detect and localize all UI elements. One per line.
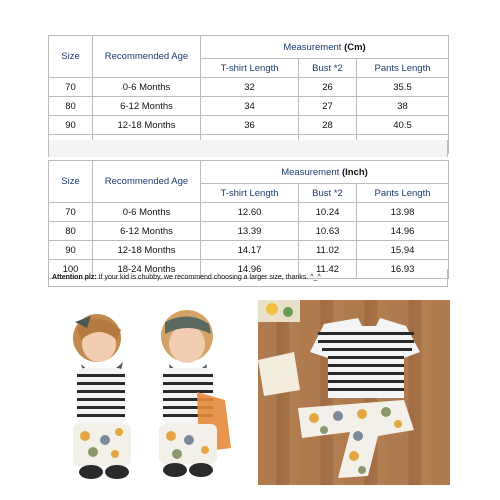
size-cell: 80 — [49, 97, 93, 116]
bust-cell: 27 — [299, 97, 357, 116]
kids-illustration — [47, 300, 238, 482]
kids-wearing-outfit-photo — [47, 300, 238, 482]
attention-note — [48, 269, 448, 287]
flatlay-illustration — [258, 300, 450, 485]
table-row — [49, 116, 449, 135]
bust-cell: 11.42 — [299, 260, 357, 279]
size-cell: 70 — [49, 78, 93, 97]
pants-cell: 14.96 — [357, 222, 449, 241]
pants-cell: 13.98 — [357, 203, 449, 222]
cm-size-table — [48, 35, 449, 154]
tshirt-cell: 14.17 — [201, 241, 299, 260]
tshirt-cell: 13.39 — [201, 222, 299, 241]
tshirt-cell: 32 — [201, 78, 299, 97]
pants-cell: 15.94 — [357, 241, 449, 260]
age-header: Recommended Age — [93, 161, 201, 203]
tshirt-cell: 14.96 — [201, 260, 299, 279]
tshirt-length-header: T-shirt Length — [201, 184, 299, 203]
size-header: Size — [49, 161, 93, 203]
age-header: Recommended Age — [93, 36, 201, 78]
bust-cell: 11.02 — [299, 241, 357, 260]
tshirt-cell: 36 — [201, 116, 299, 135]
size-cell: 90 — [49, 241, 93, 260]
bust-cell: 28 — [299, 116, 357, 135]
size-cell: 100 — [49, 260, 93, 279]
pants-length-header: Pants Length — [357, 184, 449, 203]
size-cell: 80 — [49, 222, 93, 241]
size-header: Size — [49, 36, 93, 78]
inch-size-table — [48, 160, 449, 279]
pants-cell: 35.5 — [357, 78, 449, 97]
bust-cell: 26 — [299, 78, 357, 97]
age-cell: 6-12 Months — [93, 222, 201, 241]
bust-cell: 10.24 — [299, 203, 357, 222]
unit-label: (Cm) — [344, 41, 366, 53]
tshirt-cell: 12.60 — [201, 203, 299, 222]
table-divider — [48, 140, 448, 157]
size-cell: 90 — [49, 116, 93, 135]
tshirt-length-header: T-shirt Length — [201, 59, 299, 78]
age-cell: 0-6 Months — [93, 203, 201, 222]
age-cell: 0-6 Months — [93, 78, 201, 97]
bust-cell: 10.63 — [299, 222, 357, 241]
outfit-flatlay-photo — [258, 300, 450, 485]
pants-cell: 16.93 — [357, 260, 449, 279]
pants-length-header: Pants Length — [357, 59, 449, 78]
note-text: If your kid is chubby, we recommend choosing a larger size, thanks. ^_^ — [96, 274, 321, 281]
measurement-header: Measurement (Cm) — [201, 36, 449, 59]
unit-label: (Inch) — [341, 166, 368, 178]
bust-header: Bust *2 — [299, 59, 357, 78]
table-row — [49, 78, 449, 97]
tshirt-cell: 34 — [201, 97, 299, 116]
age-cell: 18-24 Months — [93, 260, 201, 279]
age-cell: 12-18 Months — [93, 116, 201, 135]
table-row — [49, 241, 449, 260]
age-cell: 12-18 Months — [93, 241, 201, 260]
table-row — [49, 203, 449, 222]
size-cell: 70 — [49, 203, 93, 222]
note-label: Attention plz: — [52, 274, 97, 281]
measurement-header: Measurement (Inch) — [201, 161, 449, 184]
bust-header: Bust *2 — [299, 184, 357, 203]
pants-cell: 38 — [357, 97, 449, 116]
table-row — [49, 97, 449, 116]
age-cell: 6-12 Months — [93, 97, 201, 116]
table-row — [49, 222, 449, 241]
pants-cell: 40.5 — [357, 116, 449, 135]
